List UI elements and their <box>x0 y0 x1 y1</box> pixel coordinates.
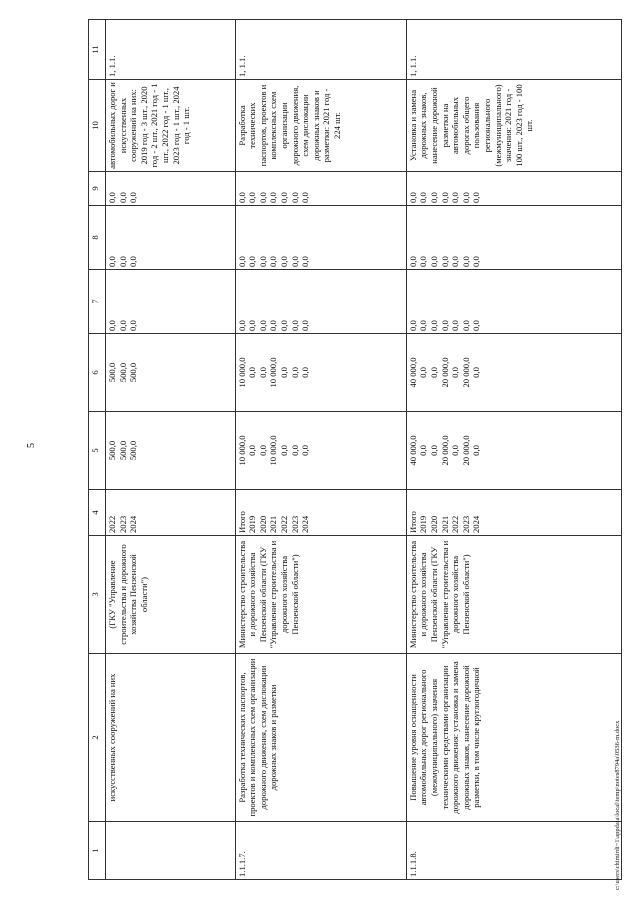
cell-years-value: 2019 <box>247 515 258 533</box>
cell-years-value: 2021 <box>439 515 450 533</box>
header-row <box>89 20 106 880</box>
cell-indicator <box>406 80 621 172</box>
col-header: 9 <box>89 172 106 206</box>
cell-executor <box>106 536 236 654</box>
cell-local-budget-value: 0,0 <box>117 256 128 267</box>
cell-other-sources-value: 0,0 <box>247 192 258 203</box>
cell-total <box>106 412 236 490</box>
cell-federal-budget-value: 0,0 <box>289 320 300 331</box>
cell-federal-budget-value: 0,0 <box>128 320 139 331</box>
cell-link-text: 1, 1.1. <box>236 55 247 77</box>
cell-total-value: 40 000,0 <box>407 435 418 466</box>
cell-link <box>235 20 406 80</box>
cell-regional-budget-value: 10 000,0 <box>236 357 247 388</box>
cell-total-value: 500,0 <box>117 440 128 461</box>
cell-total <box>406 412 621 490</box>
cell-local-budget-value: 0,0 <box>429 256 439 267</box>
cell-total-value: 500,0 <box>107 440 117 461</box>
cell-regional-budget-value: 20 000,0 <box>460 357 471 388</box>
table-row <box>235 20 406 880</box>
cell-total-value: 10 000,0 <box>268 435 279 466</box>
cell-federal-budget-value: 0,0 <box>300 320 311 331</box>
cell-local-budget-value: 0,0 <box>460 256 471 267</box>
cell-regional-budget-value: 500,0 <box>128 362 139 383</box>
cell-other-sources-value: 0,0 <box>450 192 461 203</box>
cell-federal-budget-value: 0,0 <box>471 320 482 331</box>
col-header: 10 <box>89 80 106 172</box>
col-header: 4 <box>89 490 106 536</box>
cell-regional-budget <box>235 334 406 412</box>
cell-indicator <box>235 80 406 172</box>
cell-other-sources-value: 0,0 <box>439 192 450 203</box>
cell-indicator-text: автомобильных дорог и искусственных сооружений на них: 2019 год - 3 шт., 2020 год - 2 шт., 2021 год - 1 шт., 2022 год - 1 шт., 2023 год - 1 шт., 2024 год - 1 шт. <box>107 82 192 169</box>
cell-total-value: 0,0 <box>418 445 429 456</box>
cell-other-sources-value: 0,0 <box>278 192 289 203</box>
cell-other-sources-value: 0,0 <box>268 192 279 203</box>
cell-years-value: Итого <box>236 511 247 533</box>
cell-total-value: 0,0 <box>289 445 300 456</box>
cell-number-text: 1.1.1.8. <box>407 851 418 877</box>
cell-local-budget <box>235 206 406 270</box>
cell-executor <box>406 536 621 654</box>
cell-local-budget-value: 0,0 <box>268 256 279 267</box>
cell-years-value: Итого <box>407 511 418 533</box>
cell-link <box>406 20 621 80</box>
cell-regional-budget-value: 500,0 <box>117 362 128 383</box>
cell-local-budget <box>406 206 621 270</box>
cell-regional-budget-value: 0,0 <box>257 367 268 378</box>
cell-total-value: 0,0 <box>257 445 268 456</box>
col-header: 11 <box>89 20 106 80</box>
cell-years <box>106 490 236 536</box>
cell-years <box>406 490 621 536</box>
cell-indicator-text: Разработка технических паспортов, проектов и комплексных схем организации дорожного движения, схем дислокации дорожных знаков и разметки: 2021 год - 224 шт. <box>236 84 342 167</box>
cell-regional-budget-value: 500,0 <box>107 362 117 383</box>
col-header: 3 <box>89 536 106 654</box>
cell-regional-budget-value: 40 000,0 <box>407 357 418 388</box>
cell-other-sources-value: 0,0 <box>460 192 471 203</box>
cell-federal-budget-value: 0,0 <box>418 320 429 331</box>
cell-federal-budget-value: 0,0 <box>257 320 268 331</box>
cell-link <box>106 20 236 80</box>
cell-other-sources-value: 0,0 <box>407 192 418 203</box>
cell-local-budget-value: 0,0 <box>418 256 429 267</box>
cell-regional-budget <box>406 334 621 412</box>
cell-years-value: 2024 <box>128 515 139 533</box>
cell-total <box>235 412 406 490</box>
cell-local-budget-value: 0,0 <box>289 256 300 267</box>
cell-link-text: 1, 1.1. <box>107 55 117 77</box>
cell-years-value: 2024 <box>300 515 311 533</box>
cell-federal-budget-value: 0,0 <box>407 320 418 331</box>
cell-local-budget-value: 0,0 <box>128 256 139 267</box>
col-header: 6 <box>89 334 106 412</box>
cell-years-value: 2021 <box>268 515 279 533</box>
cell-local-budget-value: 0,0 <box>439 256 450 267</box>
col-header: 7 <box>89 270 106 334</box>
cell-indicator <box>106 80 236 172</box>
cell-regional-budget-value: 0,0 <box>450 367 461 378</box>
cell-regional-budget-value: 20 000,0 <box>439 357 450 388</box>
col-header: 2 <box>89 654 106 822</box>
cell-years-value: 2020 <box>257 515 268 533</box>
cell-number-text: 1.1.1.7. <box>236 851 247 877</box>
cell-years-value: 2023 <box>117 515 128 533</box>
cell-regional-budget-value: 0,0 <box>418 367 429 378</box>
cell-years-value: 2024 <box>471 515 482 533</box>
cell-regional-budget-value: 0,0 <box>278 367 289 378</box>
cell-total-value: 500,0 <box>128 440 139 461</box>
cell-other-sources-value: 0,0 <box>128 192 139 203</box>
cell-total-value: 20 000,0 <box>460 435 471 466</box>
cell-local-budget-value: 0,0 <box>236 256 247 267</box>
cell-other-sources-value: 0,0 <box>289 192 300 203</box>
cell-federal-budget-value: 0,0 <box>107 320 117 331</box>
cell-other-sources-value: 0,0 <box>429 192 439 203</box>
cell-other-sources <box>406 172 621 206</box>
cell-federal-budget-value: 0,0 <box>450 320 461 331</box>
cell-regional-budget-value: 0,0 <box>289 367 300 378</box>
cell-federal-budget-value: 0,0 <box>429 320 439 331</box>
cell-years-value: 2019 <box>418 515 429 533</box>
cell-regional-budget-value: 0,0 <box>300 367 311 378</box>
cell-federal-budget <box>235 270 406 334</box>
page-number: 5 <box>26 443 37 448</box>
cell-local-budget-value: 0,0 <box>300 256 311 267</box>
cell-event-name-text: Повышение уровня оснащенности автомобильных дорог регионального (межмуниципального) значения техническими средствами организации дорожного движения: установка и замена дорожных знаков, нанесение дорожной разметки, в том числе круглогодичной <box>407 661 482 814</box>
cell-link-text: 1, 1.1. <box>407 55 418 77</box>
col-header: 5 <box>89 412 106 490</box>
cell-local-budget-value: 0,0 <box>278 256 289 267</box>
cell-other-sources-value: 0,0 <box>471 192 482 203</box>
cell-federal-budget-value: 0,0 <box>117 320 128 331</box>
cell-regional-budget-value: 0,0 <box>429 367 439 378</box>
col-header: 8 <box>89 206 106 270</box>
cell-number <box>235 822 406 880</box>
cell-total-value: 0,0 <box>278 445 289 456</box>
cell-event-name-text: искусственных сооружений на них <box>107 673 117 802</box>
cell-local-budget-value: 0,0 <box>471 256 482 267</box>
cell-executor-text: Министерство строительства и дорожного хозяйства Пензенской области (ГКУ "Управление строительства и дорожного хозяйства Пензенской области") <box>407 540 471 649</box>
cell-local-budget-value: 0,0 <box>407 256 418 267</box>
cell-years-value: 2022 <box>107 515 117 533</box>
cell-local-budget-value: 0,0 <box>247 256 258 267</box>
cell-years <box>235 490 406 536</box>
cell-other-sources <box>235 172 406 206</box>
rotated-table-container <box>88 20 622 880</box>
cell-federal-budget-value: 0,0 <box>439 320 450 331</box>
cell-indicator-text: Установка и замена дорожных знаков, нанесение дорожной разметки на автомобильных дорогах общего пользования регионального (межмуниципального) значения: 2021 год - 100 шт., 2023 год - 100 шт. <box>407 84 535 167</box>
cell-total-value: 0,0 <box>247 445 258 456</box>
cell-event-name <box>235 654 406 822</box>
cell-number <box>106 822 236 880</box>
cell-federal-budget-value: 0,0 <box>268 320 279 331</box>
cell-years-value: 2022 <box>278 515 289 533</box>
cell-federal-budget <box>406 270 621 334</box>
col-header: 1 <box>89 822 106 880</box>
cell-event-name <box>106 654 236 822</box>
cell-years-value: 2023 <box>460 515 471 533</box>
cell-regional-budget-value: 10 000,0 <box>268 357 279 388</box>
cell-executor <box>235 536 406 654</box>
cell-executor-text: (ГКУ "Управление строительства и дорожного хозяйства Пензенской области") <box>107 544 149 645</box>
cell-other-sources <box>106 172 236 206</box>
cell-other-sources-value: 0,0 <box>236 192 247 203</box>
cell-number <box>406 822 621 880</box>
cell-total-value: 20 000,0 <box>439 435 450 466</box>
cell-other-sources-value: 0,0 <box>300 192 311 203</box>
cell-other-sources-value: 0,0 <box>418 192 429 203</box>
cell-total-value: 0,0 <box>471 445 482 456</box>
cell-years-value: 2022 <box>450 515 461 533</box>
cell-event-name-text: Разработка технических паспортов, проектов и комплексных схем организации дорожного движения, схем дислокации дорожных знаков и разметки <box>236 658 279 817</box>
cell-federal-budget-value: 0,0 <box>460 320 471 331</box>
cell-total-value: 0,0 <box>429 445 439 456</box>
cell-total-value: 0,0 <box>450 445 461 456</box>
cell-federal-budget <box>106 270 236 334</box>
cell-regional-budget-value: 0,0 <box>247 367 258 378</box>
cell-total-value: 0,0 <box>300 445 311 456</box>
cell-years-value: 2020 <box>429 515 439 533</box>
cell-executor-text: Министерство строительства и дорожного хозяйства Пензенской области (ГКУ "Управление строительства и дорожного хозяйства Пензенской области") <box>236 540 300 649</box>
footer-path: c:\users\chimirdi~1\appdata\local\temp\notes8794a\0536-m.docx <box>614 720 621 890</box>
cell-years-value: 2023 <box>289 515 300 533</box>
cell-regional-budget-value: 0,0 <box>471 367 482 378</box>
cell-federal-budget-value: 0,0 <box>247 320 258 331</box>
cell-other-sources-value: 0,0 <box>107 192 117 203</box>
cell-other-sources-value: 0,0 <box>117 192 128 203</box>
program-table <box>88 19 622 880</box>
cell-other-sources-value: 0,0 <box>257 192 268 203</box>
cell-regional-budget <box>106 334 236 412</box>
cell-local-budget <box>106 206 236 270</box>
cell-local-budget-value: 0,0 <box>107 256 117 267</box>
table-row <box>406 20 621 880</box>
cell-total-value: 10 000,0 <box>236 435 247 466</box>
cell-event-name <box>406 654 621 822</box>
cell-local-budget-value: 0,0 <box>450 256 461 267</box>
cell-local-budget-value: 0,0 <box>257 256 268 267</box>
table-row <box>106 20 236 880</box>
cell-federal-budget-value: 0,0 <box>278 320 289 331</box>
cell-federal-budget-value: 0,0 <box>236 320 247 331</box>
